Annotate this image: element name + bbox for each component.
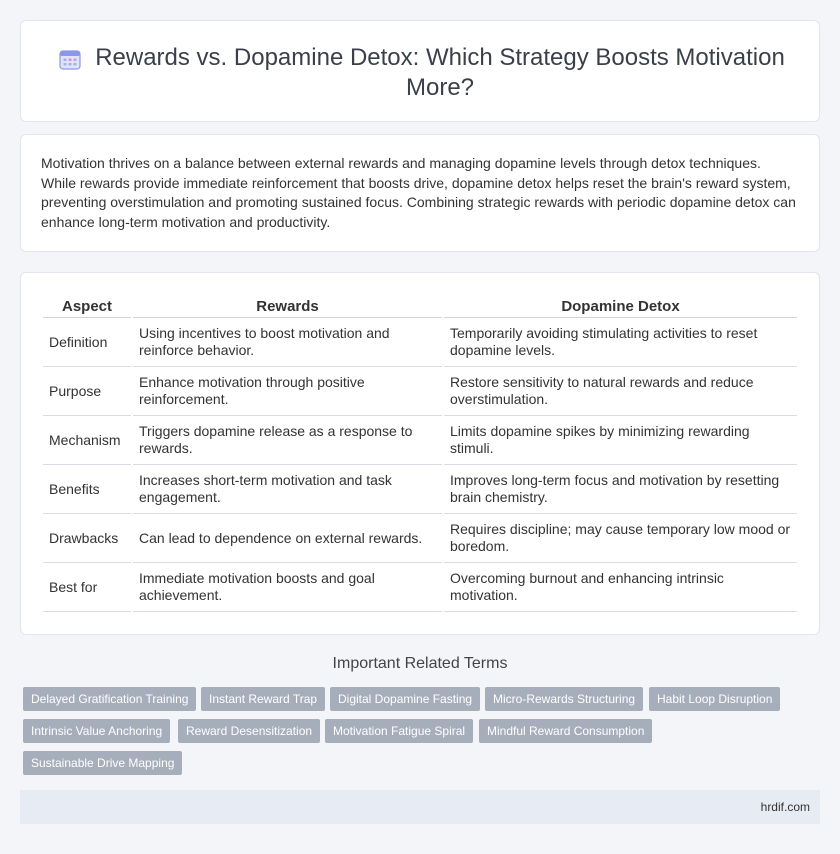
column-header-aspect: Aspect bbox=[43, 295, 131, 318]
term-tag[interactable]: Delayed Gratification Training bbox=[23, 687, 196, 711]
table-cell-aspect: Definition bbox=[43, 318, 131, 367]
header-card bbox=[20, 20, 820, 122]
term-tag[interactable]: Habit Loop Disruption bbox=[649, 687, 780, 711]
table-row bbox=[43, 514, 797, 563]
term-tag[interactable]: Instant Reward Trap bbox=[201, 687, 325, 711]
table-cell-detox: Limits dopamine spikes by minimizing rewarding stimuli. bbox=[444, 416, 797, 465]
term-tag[interactable]: Intrinsic Value Anchoring bbox=[23, 719, 170, 743]
table-cell-aspect: Drawbacks bbox=[43, 514, 131, 563]
term-tag[interactable]: Micro-Rewards Structuring bbox=[485, 687, 643, 711]
term-tag[interactable]: Mindful Reward Consumption bbox=[479, 719, 652, 743]
table-header-row bbox=[43, 295, 797, 318]
footer bbox=[20, 790, 820, 824]
table-cell-detox: Improves long-term focus and motivation by resetting brain chemistry. bbox=[444, 465, 797, 514]
term-tag[interactable]: Reward Desensitization bbox=[178, 719, 320, 743]
comparison-card bbox=[20, 272, 820, 635]
footer-site-link[interactable]: hrdif.com bbox=[760, 800, 810, 814]
intro-card bbox=[20, 134, 820, 252]
table-cell-aspect: Mechanism bbox=[43, 416, 131, 465]
table-cell-rewards: Can lead to dependence on external rewards. bbox=[133, 514, 442, 563]
intro-paragraph: Motivation thrives on a balance between external rewards and managing dopamine levels through detox techniques. While rewards provide immediate reinforcement that boosts drive, dopamine detox helps reset the brain's reward system, preventing overstimulation and promoting sustained focus. Combining strategic rewards with periodic dopamine detox can enhance long-term motivation and productivity. bbox=[41, 155, 796, 230]
table-cell-detox: Requires discipline; may cause temporary low mood or boredom. bbox=[444, 514, 797, 563]
table-cell-rewards: Increases short-term motivation and task engagement. bbox=[133, 465, 442, 514]
table-cell-aspect: Best for bbox=[43, 563, 131, 612]
table-cell-detox: Restore sensitivity to natural rewards and reduce overstimulation. bbox=[444, 367, 797, 416]
table-cell-detox: Temporarily avoiding stimulating activities to reset dopamine levels. bbox=[444, 318, 797, 367]
related-terms-title: Important Related Terms bbox=[332, 655, 508, 672]
column-header-dopamine-detox: Dopamine Detox bbox=[444, 295, 797, 318]
table-row bbox=[43, 318, 797, 367]
table-row bbox=[43, 465, 797, 514]
table-row bbox=[43, 367, 797, 416]
table-row bbox=[43, 563, 797, 612]
term-tag[interactable]: Motivation Fatigue Spiral bbox=[325, 719, 473, 743]
table-cell-rewards: Immediate motivation boosts and goal achievement. bbox=[133, 563, 442, 612]
table-cell-detox: Overcoming burnout and enhancing intrinsic motivation. bbox=[444, 563, 797, 612]
term-tag[interactable]: Digital Dopamine Fasting bbox=[330, 687, 480, 711]
table-cell-rewards: Using incentives to boost motivation and reinforce behavior. bbox=[133, 318, 442, 367]
table-cell-aspect: Benefits bbox=[43, 465, 131, 514]
table-cell-rewards: Triggers dopamine release as a response to rewards. bbox=[133, 416, 442, 465]
table-cell-aspect: Purpose bbox=[43, 367, 131, 416]
calendar-icon bbox=[59, 48, 81, 70]
comparison-table bbox=[41, 295, 799, 612]
table-cell-rewards: Enhance motivation through positive reinforcement. bbox=[133, 367, 442, 416]
term-tag[interactable]: Sustainable Drive Mapping bbox=[23, 751, 182, 775]
table-row bbox=[43, 416, 797, 465]
page-title: Rewards vs. Dopamine Detox: Which Strategy Boosts Motivation More? bbox=[95, 44, 785, 101]
column-header-rewards: Rewards bbox=[133, 295, 442, 318]
